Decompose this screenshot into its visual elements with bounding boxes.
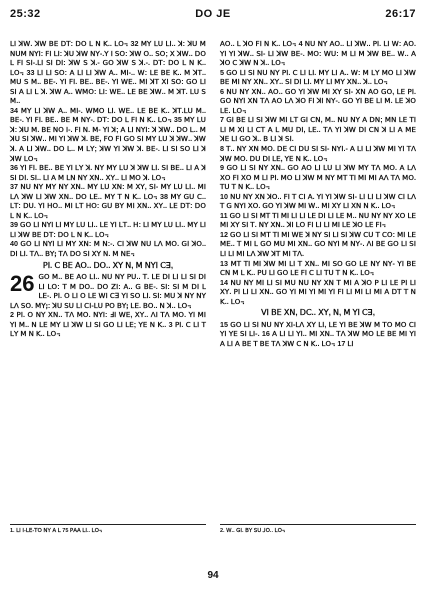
- footnote-left: 1. ꓡꓲ ꓲ-ꓡꓰ-ꓔꓳ ꓠꓬ ꓮ ꓡ 75 ꓑꓮꓮ ꓡꓲ.. ꓡꓳ꓾: [10, 528, 103, 534]
- paragraph: 12 ꓖꓳ ꓡꓲ ꓢꓲ ꓟꓔ ꓔꓲ ꓟꓲ ꓪꓰ ꓘ ꓠꓬ ꓢꓲ ꓡꓲ ꓢꓲ ꓘꓪ ꓚꓴ ꓔ ꓚꓳ: ꓟꓲ ꓡꓰ ꓟꓰ.. ꓔ ꓟꓲ ꓡ ꓖꓳ ꓟꓴ ꓟꓲ ꓫꓠ.. ꓖꓳ ꓠꓬꓲ ꓟ ꓠꓬ-. ꓥꓲ ꓐꓰ ꓖꓳ ꓡꓲ ꓢꓲ ꓡꓲ ꓡꓲ ꓟꓲ ꓡꓥ ꓘꓪ ꓘꓔ ꓟꓲ ꓔꓥ.: [220, 229, 416, 259]
- footnote-divider-right: [220, 524, 416, 525]
- page-number: 94: [207, 570, 219, 581]
- paragraph: 9 ꓖꓳ ꓡꓲ ꓢꓲ ꓠꓬ ꓫꓠ.. ꓖꓳ ꓮꓳ ꓡꓲ ꓡꓴ ꓡꓲ ꓘꓪ ꓟꓬ ꓔꓥ ꓟꓳ. ꓮ ꓡꓥ ꓫꓳ ꓝꓲ ꓫꓳ ꓟ ꓡꓲ ꓑꓲ. ꓟꓳ ꓡꓲ ꓘꓪ ꓟ ꓠꓬ ꓟꓔ ꓔꓲ ꓟꓲ ꓟꓲ ꓮꓥ ꓔꓥ ꓟꓳ. ꓔꓴ ꓔ ꓠ ꓗ.. ꓡꓳ꓾: [220, 163, 416, 192]
- paragraph: ꓡꓲ ꓘꓪ. ꓘꓪ ꓐꓰ ꓓꓔ: ꓓꓳ ꓡ ꓠ ꓗ.. ꓡꓳ꓾ 32 ꓟꓬ ꓡꓴ ꓡꓲ.. ꓘ: ꓘꓴ ꓟ ꓠꓴꓟ ꓠꓬꓲ: ꓝꓲ ꓡꓲ: ꓘꓴ ꓘꓪ ꓠꓬ-.ꓬ ꓲ ꓢꓳ: ꓘꓪ ꓳ.. ꓢꓳ; ꓫ ꓘꓪ.. ꓓꓳ ꓡ ꓝꓲ ꓢꓲ-.ꓡꓲ ꓢꓲ ꓓꓲ: ꓘꓪ ꓢ ꓘ.- ꓖꓳ ꓘꓪ ꓢ ꓘ.-. ꓓꓔ: ꓓꓳ ꓡ ꓠ ꓗ.. ꓡꓳ꓾ 33 ꓡꓲ ꓡꓲ ꓢꓳ: ꓮ ꓡꓲ ꓡꓲ ꓘꓪ ꓮ.. ꓟꓲ-.. ꓪ: ꓡꓰ ꓐꓰ ꓗ.. ꓟ ꓘꓔ.. ꓟꓴ ꓢ ꓟ.. ꓐꓰ-. ꓬꓲ ꓝꓲ. ꓐꓰ.. ꓐꓰ-. ꓬꓲ ꓪꓰ.. ꓟꓲ ꓘꓔ ꓫꓲ ꓢꓳ: ꓖꓳ ꓡꓲ ꓢꓲ ꓮ ꓡꓲ ꓡ ꓘ. ꓘꓪ ꓮ.. ꓪꓟꓳ: ꓡꓲ: ꓪꓰ.. ꓡꓰ ꓐꓰ ꓘꓪ.. ꓟ ꓘꓔ. ꓡꓴ ꓢ ꓟ..: [10, 39, 206, 106]
- paragraph: 5 ꓖꓳ ꓡꓲ ꓢꓲ ꓠꓴ ꓠꓬ ꓑꓲ. ꓚ ꓡꓲ ꓡꓲ. ꓟꓬ ꓡꓲ ꓮ.. ꓪ: ꓟ ꓡꓬ ꓟꓳ ꓡꓲ ꓘꓪ ꓐꓰ ꓟꓲ ꓠꓬ ꓫꓠ.. ꓫꓬ.. ꓢꓲ ꓓꓲ ꓡꓲ. ꓟꓬ ꓡꓲ ꓟꓬ ꓫꓠ.. ꓘ.. ꓡꓳ꓾: [220, 67, 416, 87]
- header-chapter-verse-start: 25:32: [10, 8, 41, 20]
- paragraph: 39 ꓖꓳ ꓡꓲ ꓠꓬꓲ ꓡꓲ ꓟꓬ ꓡꓴ ꓡꓲ.. ꓡꓰ ꓬꓲ ꓡꓔ.. ꓧ: ꓡꓲ ꓟꓬ ꓡꓴ ꓡꓲ.. ꓟꓬ ꓡꓲ ꓡꓲ ꓘꓪ ꓐꓰ ꓓꓔ: ꓓꓳ ꓡ ꓠ ꓗ.. ꓡꓳ꓾: [10, 220, 206, 239]
- paragraph: ꓮꓳ.. ꓡ ꓘꓳ ꓝꓲ ꓠ ꓗ.. ꓡꓳ꓾ 4 ꓠꓴ ꓠꓬ ꓮꓳ.. ꓡꓲ ꓘꓪ.. ꓑꓲ. ꓡꓲ ꓪ: ꓮꓳ. ꓬꓲ ꓬꓲ ꓘꓪ.. ꓢꓲ- ꓡꓲ ꓘꓪ ꓐꓰ-. ꓟꓳ: ꓪꓴ: ꓟ ꓡꓲ ꓟ ꓘꓪ ꓐꓰ.. ꓪ.. ꓮ ꓘꓳ ꓚ ꓘꓪ ꓠ ꓘ.. ꓡꓳ꓾: [220, 39, 416, 68]
- chapter-heading: ꓑꓲ. ꓚ ꓐꓰ ꓮꓳ.. ꓓꓳ.. ꓫꓬ ꓠ, ꓟ ꓠꓬꓲ ꓚꓱ,: [42, 260, 174, 270]
- paragraph: 10 ꓠꓴ ꓠꓬ ꓫꓠ ꓘꓳ.. ꓝꓲ ꓔ ꓚꓲ ꓮ. ꓬꓲ ꓬꓲ ꓘꓪ ꓢꓲ- ꓡꓲ ꓡꓲ ꓡꓲ ꓘꓪ ꓚꓲ ꓡꓥ ꓔ ꓖ ꓠꓬꓲ ꓫꓳ. ꓖꓳ ꓬꓲ ꓘꓪ ꓟꓲ ꓪ.. ꓟꓲ ꓫꓬ ꓡꓲ ꓫꓠ ꓠ ꓗ.. ꓡꓳ꓾: [220, 191, 416, 211]
- header-book-title: DO JE: [195, 8, 231, 20]
- paragraph: 40 ꓖꓳ ꓡꓲ ꓠꓬꓲ ꓡꓲ ꓟꓬ ꓫꓠ: ꓟ ꓠ:-. ꓚꓲ ꓘꓪ ꓠꓴ ꓡꓥ ꓟꓳ. ꓖꓲ ꓘꓳ.. ꓓꓲ ꓡꓲ. ꓔꓥ.. ꓐꓬꓼ ꓔꓥ ꓓꓳ ꓢꓲ ꓫꓬ ꓠ. ꓟ ꓠꓰ꓾: [10, 239, 206, 259]
- left-text-column: [10, 39, 206, 339]
- document-page: [6, 4, 420, 596]
- chapter-number: 26: [10, 271, 35, 297]
- paragraph: 13 ꓟꓔ ꓔꓲ ꓟꓲ ꓘꓪ ꓟꓲ ꓡꓲ ꓔ ꓫꓠ.. ꓟꓲ ꓢꓳ ꓖꓳ ꓡꓰ ꓠꓬ ꓠꓬ- ꓬꓲ ꓐꓰ ꓚꓠ ꓟ ꓡ ꓗ.. ꓑꓴ ꓡꓲ ꓖꓳ ꓡꓰ ꓝꓲ ꓚ ꓡꓲ ꓔꓴ ꓔ ꓠ ꓗ.. ꓡꓳ꓾: [220, 258, 416, 278]
- section-heading: ꓦꓲ ꓐꓰ ꓫꓠ, ꓓꓚ.. ꓫꓬ, ꓠ, ꓟ ꓬꓲ ꓚꓱ,: [261, 308, 375, 318]
- paragraph: 11 ꓖꓳ ꓡꓲ ꓢꓲ ꓟꓔ ꓔꓲ ꓟꓲ ꓡꓲ ꓡꓲ ꓡꓰ ꓓꓲ ꓡꓲ ꓡꓰ ꓟ.. ꓠꓴ ꓠꓬ ꓠꓬ ꓫꓳ ꓡꓰ ꓟꓲ ꓫꓬ ꓢꓲ ꓔ. ꓠꓬ ꓫꓠ.. ꓘꓲ ꓡꓳ ꓝꓲ ꓡꓲ ꓡꓲ ꓟꓲ ꓡꓰ ꓘꓳ ꓡꓰ ꓝꓲ꓾: [220, 210, 416, 230]
- footnote-divider-left: [10, 524, 206, 525]
- paragraph-text: ꓖꓳ ꓟ.. ꓐꓰ ꓮꓳ ꓡꓲ.. ꓠꓴ ꓠꓬ ꓑꓴ.. ꓔ. ꓡꓰ ꓓꓲ ꓡꓲ ꓡꓲ ꓢꓲ ꓓꓲ ꓡꓲ ꓡꓳ: ꓔ ꓟ ꓓꓳ.. ꓓꓳ ꓜꓲ: ꓮ.. ꓖ ꓐꓰ-. ꓢꓲ: ꓢꓲ ꓟ ꓓꓲ ꓡ ꓡꓰ-. ꓑꓲ. ꓳ ꓡꓲ ꓳ ꓡꓰ ꓪꓲ ꓚꓱ ꓬꓲ ꓢꓳ ꓡꓲ. ꓢꓲ: ꓟꓴ ꓘ ꓠꓬ ꓠꓬ ꓡꓥ ꓢꓳ. ꓟꓬꓼ: ꓘꓴ ꓢꓴ ꓡꓲ ꓚꓲ-ꓡꓴ ꓑꓳ ꓐꓬꓼ ꓡꓰ. ꓐꓳ.. ꓠ ꓘ.. ꓡꓳ꓾: [10, 272, 206, 310]
- paragraph: 14 ꓠꓴ ꓠꓬ ꓟꓲ ꓡꓲ ꓢꓲ ꓟꓴ ꓠꓴ ꓠꓬ ꓫꓠ ꓔ ꓟꓲ ꓮ ꓘꓳ ꓑ ꓡꓲ ꓡꓰ ꓑꓲ ꓡꓲ ꓫꓬ. ꓑꓲ ꓡꓲ ꓡꓲ ꓫꓠ.. ꓖꓳ ꓬꓲ ꓟꓲ ꓬꓲ ꓟꓲ ꓬꓲ ꓝꓲ ꓡꓲ ꓟꓲ ꓡꓲ ꓟꓲ ꓮ ꓓꓔ ꓔ ꓠ ꓗ.. ꓡꓳ꓾: [220, 277, 416, 306]
- paragraph: 2 ꓑꓲ. ꓳ ꓠꓬ ꓫꓠ.. ꓔꓥ ꓟꓳ. ꓠꓬꓲ: ꓞꓲ ꓪꓰ, ꓫꓬ.. ꓥꓲ ꓔꓥ ꓟꓳ. ꓬꓲ ꓟꓲ ꓬꓲ ꓟ.. ꓠ ꓡꓰ ꓟꓬ ꓡꓲ ꓘꓪ ꓡꓲ ꓢꓲ ꓖꓳ ꓡꓲ ꓡꓰ; ꓬꓰ ꓠ ꓗ.. 3 ꓑꓲ. ꓚ ꓡꓲ ꓔ ꓡꓬ ꓟ ꓠ ꓗ.. ꓡꓳ꓾: [10, 310, 206, 339]
- paragraph: 34 ꓟꓬ ꓡꓲ ꓘꓪ ꓮ.. ꓟꓲ-. ꓪꓟꓳ ꓡꓲ. ꓪꓰ.. ꓡꓰ ꓐꓰ ꓗ.. ꓘꓔ.ꓡꓴ ꓟ.. ꓐꓰ-. ꓬꓲ ꓝꓲ. ꓐꓰ.. ꓐꓰ ꓟ ꓠꓬ-. ꓓꓔ: ꓓꓳ ꓡ ꓝꓲ ꓠ ꓗ.. ꓡꓳ꓾ 35 ꓟꓬ ꓡꓴ ꓘ: ꓘꓴ ꓟ. ꓐꓰ ꓠꓳ ꓲ-. ꓝꓲ ꓠ. ꓟ- ꓬꓲ ꓘ; ꓮ ꓡꓲ ꓠꓬꓲ: ꓘ ꓘꓪ.. ꓓꓳ ꓡ.. ꓟ ꓘꓴ ꓢꓲ ꓘꓪ.. ꓟꓲ ꓬꓲ ꓘꓪ ꓘ. ꓐꓰ, ꓝꓳ ꓝꓲ ꓖꓳ ꓢꓲ ꓟꓬ ꓡꓴ ꓘ ꓘꓪ.. ꓘꓪ ꓘ. ꓮ ꓡꓲ ꓘꓪ.. ꓓꓳ ꓡ.. ꓟ ꓡꓬ; ꓘꓪ ꓬꓲ ꓘꓪ ꓘ. ꓐꓰ-. ꓡꓲ ꓢꓲ ꓢꓳ ꓡꓲ ꓘ ꓘꓪ ꓡꓳ꓾: [10, 105, 206, 163]
- paragraph: 37 ꓠꓴ ꓠꓬ ꓟꓬ ꓠꓬ ꓫꓠ.. ꓟꓬ ꓡꓴ ꓫꓠ: ꓟ ꓫꓬ, ꓢꓲ- ꓟꓬ ꓡꓴ ꓡꓲ.. ꓟꓲ ꓡꓥ ꓘꓪ ꓡꓲ ꓘꓪ ꓫꓠ.. ꓓꓳ ꓡꓰ.. ꓟꓬ ꓔ ꓠ ꓗ.. ꓡꓳ꓾ 38 ꓟꓬ ꓖꓴ ꓚ.. ꓡꓔ: ꓓꓴ. ꓬꓲ ꓧꓳ.. ꓟꓲ ꓡꓔ ꓧꓳ: ꓖꓴ ꓐꓬ ꓟꓲ ꓫꓠ.. ꓫꓬ.. ꓡꓰ ꓓꓔ: ꓓꓳ ꓡ ꓠ ꓗ.. ꓡꓳ꓾: [10, 182, 206, 220]
- running-header: [6, 4, 420, 22]
- chapter-start-paragraph: [10, 272, 206, 310]
- paragraph: 36 ꓬꓲ ꓝꓲ. ꓐꓰ.. ꓐꓰ ꓬꓲ ꓡꓬ ꓘ. ꓠꓬ ꓟꓬ ꓡꓴ ꓘ ꓘꓪ ꓡꓲ. ꓢꓲ ꓐꓰ.. ꓡꓲ ꓮ ꓘ ꓢꓲ ꓓꓲ. ꓢꓲ.. ꓡꓲ ꓮ ꓟ ꓡꓠ ꓠꓬ ꓫꓠ.. ꓫꓬ.. ꓡꓲ ꓟꓳ ꓘ. ꓡꓳ꓾: [10, 163, 206, 182]
- paragraph: 8 ꓔ.. ꓠꓬ ꓫꓠ ꓟꓳ. ꓓꓰ ꓚꓲ ꓓꓴ ꓢꓲ ꓢꓲ- ꓠꓬꓲ.- ꓮ ꓡꓲ ꓡꓲ ꓘꓪ ꓟꓲ ꓬꓲ ꓔꓥ ꓘꓪ ꓟꓳ. ꓓꓴ ꓓꓲ ꓡꓰ, ꓬꓰ ꓠ ꓗ.. ꓡꓳ꓾: [220, 144, 416, 163]
- right-text-column: [220, 39, 416, 349]
- paragraph: 15 ꓖꓳ ꓡꓲ ꓢꓲ ꓠꓴ ꓠꓬ ꓫꓲ-ꓡꓥ ꓫꓬ ꓡꓲ, ꓡꓰ ꓬꓲ ꓐꓰ ꓘꓪ ꓟ ꓔꓳ ꓟꓳ ꓚꓲ ꓬꓲ ꓬꓰ ꓢꓲ ꓡꓲ-. 16 ꓮ ꓡꓲ ꓡꓲ ꓬꓲ.. ꓟꓲ ꓫꓠ.. ꓔꓥ ꓘꓪ ꓟꓳ ꓡꓰ ꓐꓰ ꓟꓲ ꓬꓲ ꓮ ꓡꓲ ꓮ ꓐꓰ ꓔ ꓐꓰ ꓔꓥ ꓘꓪ ꓚ ꓠ ꓗ.. ꓡꓳ꓾ 17 ꓡꓲ: [220, 319, 416, 348]
- paragraph: 6 ꓠꓴ ꓠꓬ ꓫꓠ.. ꓮꓳ.. ꓖꓳ ꓬꓲ ꓘꓪ ꓟꓲ ꓫꓬ ꓢꓲ- ꓫꓠ ꓮꓳ ꓖꓳ, ꓡꓰ ꓑꓲ. ꓖꓳ ꓠꓬꓲ ꓫꓠ ꓔꓥ ꓮꓳ ꓡꓥ ꓘꓳ ꓝꓲ ꓘꓲ ꓠꓬ-. ꓖꓳ ꓬꓲ ꓐꓰ ꓡꓲ ꓟ. ꓡꓰ ꓘꓳ ꓡꓰ. ꓡꓳ꓾: [220, 86, 416, 115]
- header-chapter-verse-end: 26:17: [385, 8, 416, 20]
- paragraph: 7 ꓖꓲ ꓐꓰ ꓡꓲ ꓢꓲ ꓘꓪ ꓟꓲ ꓡꓔ ꓖꓲ ꓚꓠ, ꓟ.. ꓠꓴ ꓠꓬ ꓮ ꓓꓠ; ꓟꓠ ꓡꓰ ꓔꓲ ꓡꓲ ꓟ ꓫꓲ ꓡꓲ ꓚꓔ ꓮ ꓡ ꓟꓴ ꓓꓲ, ꓡꓰ.. ꓔꓥ ꓬꓲ ꓘꓪ ꓓꓲ ꓚꓠ ꓘ ꓡꓲ ꓮ ꓟꓰ ꓘꓰ ꓡꓲ ꓖꓳ ꓘ.. ꓐ ꓡꓲ ꓘ ꓢꓲ.: [220, 115, 416, 144]
- footnote-right: 2. ꓪ.. ꓖꓲ. ꓐꓬ ꓢꓴ ꓙꓳ.. ꓡꓳ꓾: [220, 528, 286, 534]
